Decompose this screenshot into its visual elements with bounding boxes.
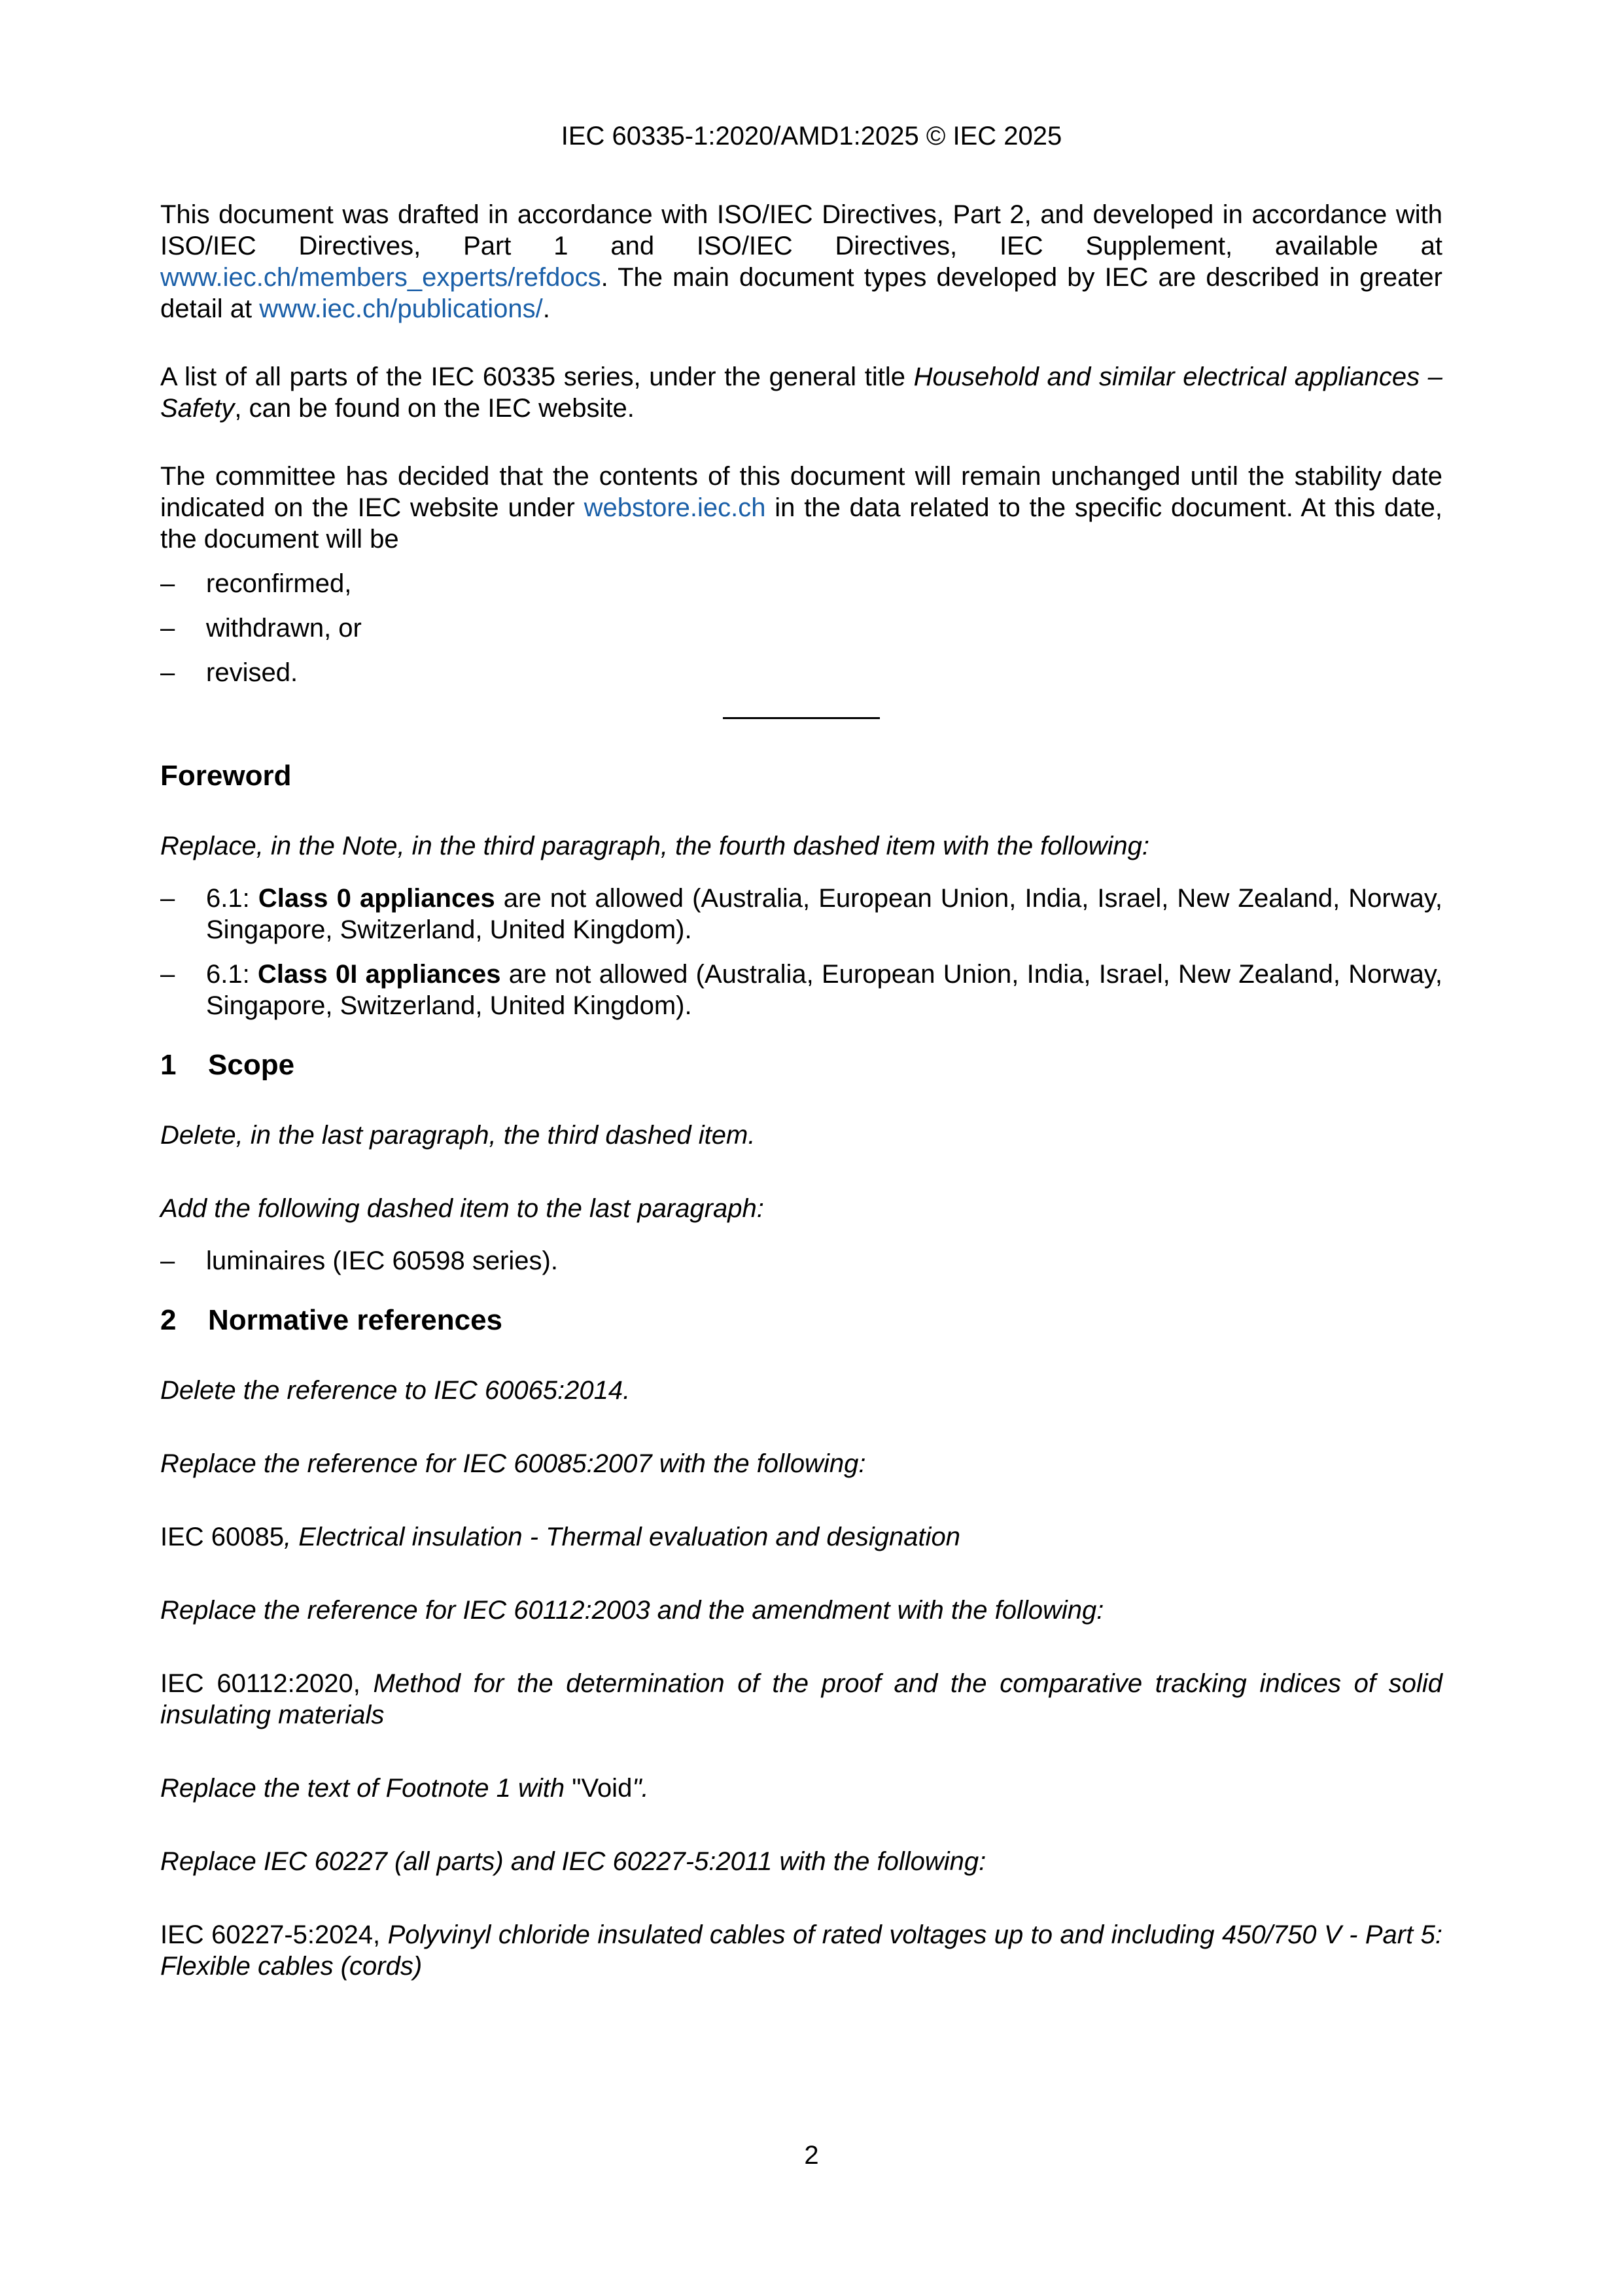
intro-text: A list of all parts of the IEC 60335 series, under the general title <box>160 362 914 391</box>
normative-instruction: Replace the reference for IEC 60085:2007 with the following: <box>160 1449 866 1478</box>
reference-title: Polyvinyl chloride insulated cables of rated voltages up to and including 450/750 V - Part 5: Flexible cables (cords) <box>160 1920 1443 1981</box>
series-title: Household and similar electrical appliances – Safety <box>160 362 1443 423</box>
scope-instruction-add: Add the following dashed item to the last paragraph: <box>160 1194 764 1223</box>
intro-paragraph-stability <box>160 461 1442 555</box>
dash-bullet: – <box>160 658 175 687</box>
page-content <box>160 199 1442 1982</box>
foreword-instruction: Replace, in the Note, in the third paragraph, the fourth dashed item with the following: <box>160 832 1150 860</box>
clause-ref: 6.1: <box>206 960 258 989</box>
list-item-text: reconfirmed, <box>206 569 352 598</box>
dash-bullet: – <box>160 960 175 989</box>
list-item <box>160 568 1442 599</box>
normative-instruction <box>160 1773 1442 1804</box>
normative-instruction: Replace the reference for IEC 60112:2003 and the amendment with the following: <box>160 1596 1104 1625</box>
reference-entry <box>160 1521 1442 1553</box>
scope-items <box>160 1245 1442 1277</box>
scope-heading <box>160 1048 1442 1083</box>
section-number: 2 <box>160 1304 177 1336</box>
section-title: Scope <box>208 1049 295 1081</box>
list-item <box>160 883 1442 945</box>
term-bold: Class 0 appliances <box>258 884 495 913</box>
list-item <box>160 1245 1442 1277</box>
list-item-text: revised. <box>206 658 298 687</box>
normative-instruction: Delete the reference to IEC 60065:2014. <box>160 1376 631 1405</box>
page-number: 2 <box>804 2141 819 2170</box>
intro-text: . <box>542 294 550 323</box>
list-item-text: withdrawn, or <box>206 614 362 643</box>
reference-id: IEC 60227-5:2024, <box>160 1920 388 1949</box>
dash-bullet: – <box>160 1246 175 1275</box>
dash-bullet: – <box>160 884 175 913</box>
list-item-text: are not allowed (Australia, European Union, India, Israel, New Zealand, Norway, Singapore, Switzerland, United Kingdom). <box>206 884 1442 944</box>
reference-entry <box>160 1668 1442 1731</box>
clause-ref: 6.1: <box>206 884 258 913</box>
section-divider <box>723 717 880 719</box>
intro-paragraph-directives <box>160 199 1442 325</box>
instruction-text: Replace the text of Footnote 1 with <box>160 1774 572 1803</box>
dash-bullet: – <box>160 569 175 598</box>
term-bold: Class 0I appliances <box>258 960 501 989</box>
dash-bullet: – <box>160 614 175 643</box>
reference-title: Method for the determination of the proof and the comparative tracking indices of solid insulating materials <box>160 1669 1442 1729</box>
intro-text: , can be found on the IEC website. <box>234 394 635 423</box>
reference-title: , Electrical insulation - Thermal evaluation and designation <box>284 1523 960 1551</box>
foreword-items <box>160 883 1442 1021</box>
intro-text: The committee has decided that the contents of this document will remain unchanged until the stability date indicated on the IEC website under <box>160 462 1442 522</box>
intro-text: in the data related to the specific document. At this date, the document will be <box>160 493 1442 554</box>
intro-text: This document was drafted in accordance with ISO/IEC Directives, Part 2, and developed in accordance with ISO/IEC Directives, Part 1 and ISO/IEC Directives, IEC Supplement, available at <box>160 200 1442 260</box>
page-header: IEC 60335-1:2020/AMD1:2025 © IEC 2025 <box>561 122 1062 150</box>
scope-instruction-delete: Delete, in the last paragraph, the third dashed item. <box>160 1121 756 1150</box>
webstore-link[interactable]: webstore.iec.ch <box>584 493 766 522</box>
instruction-text: "Void <box>572 1774 633 1803</box>
list-item <box>160 612 1442 644</box>
intro-paragraph-series <box>160 361 1442 424</box>
intro-text: . The main document types developed by IEC are described in greater detail at <box>160 263 1442 323</box>
publications-link[interactable]: www.iec.ch/publications/ <box>259 294 543 323</box>
normative-instruction: Replace IEC 60227 (all parts) and IEC 60227-5:2011 with the following: <box>160 1847 986 1876</box>
reference-id: IEC 60085 <box>160 1523 285 1551</box>
stability-options-list <box>160 568 1442 688</box>
instruction-text: ". <box>632 1774 649 1803</box>
reference-id: IEC 60112:2020, <box>160 1669 374 1698</box>
list-item-text: luminaires (IEC 60598 series). <box>206 1246 558 1275</box>
section-number: 1 <box>160 1049 177 1081</box>
list-item <box>160 959 1442 1021</box>
foreword-heading: Foreword <box>160 760 292 792</box>
reference-entry <box>160 1919 1442 1982</box>
section-title: Normative references <box>208 1304 503 1336</box>
normative-references-heading <box>160 1303 1442 1338</box>
refdocs-link[interactable]: www.iec.ch/members_experts/refdocs <box>160 263 601 292</box>
list-item-text: are not allowed (Australia, European Union, India, Israel, New Zealand, Norway, Singapore, Switzerland, United Kingdom). <box>206 960 1442 1020</box>
list-item <box>160 657 1442 688</box>
